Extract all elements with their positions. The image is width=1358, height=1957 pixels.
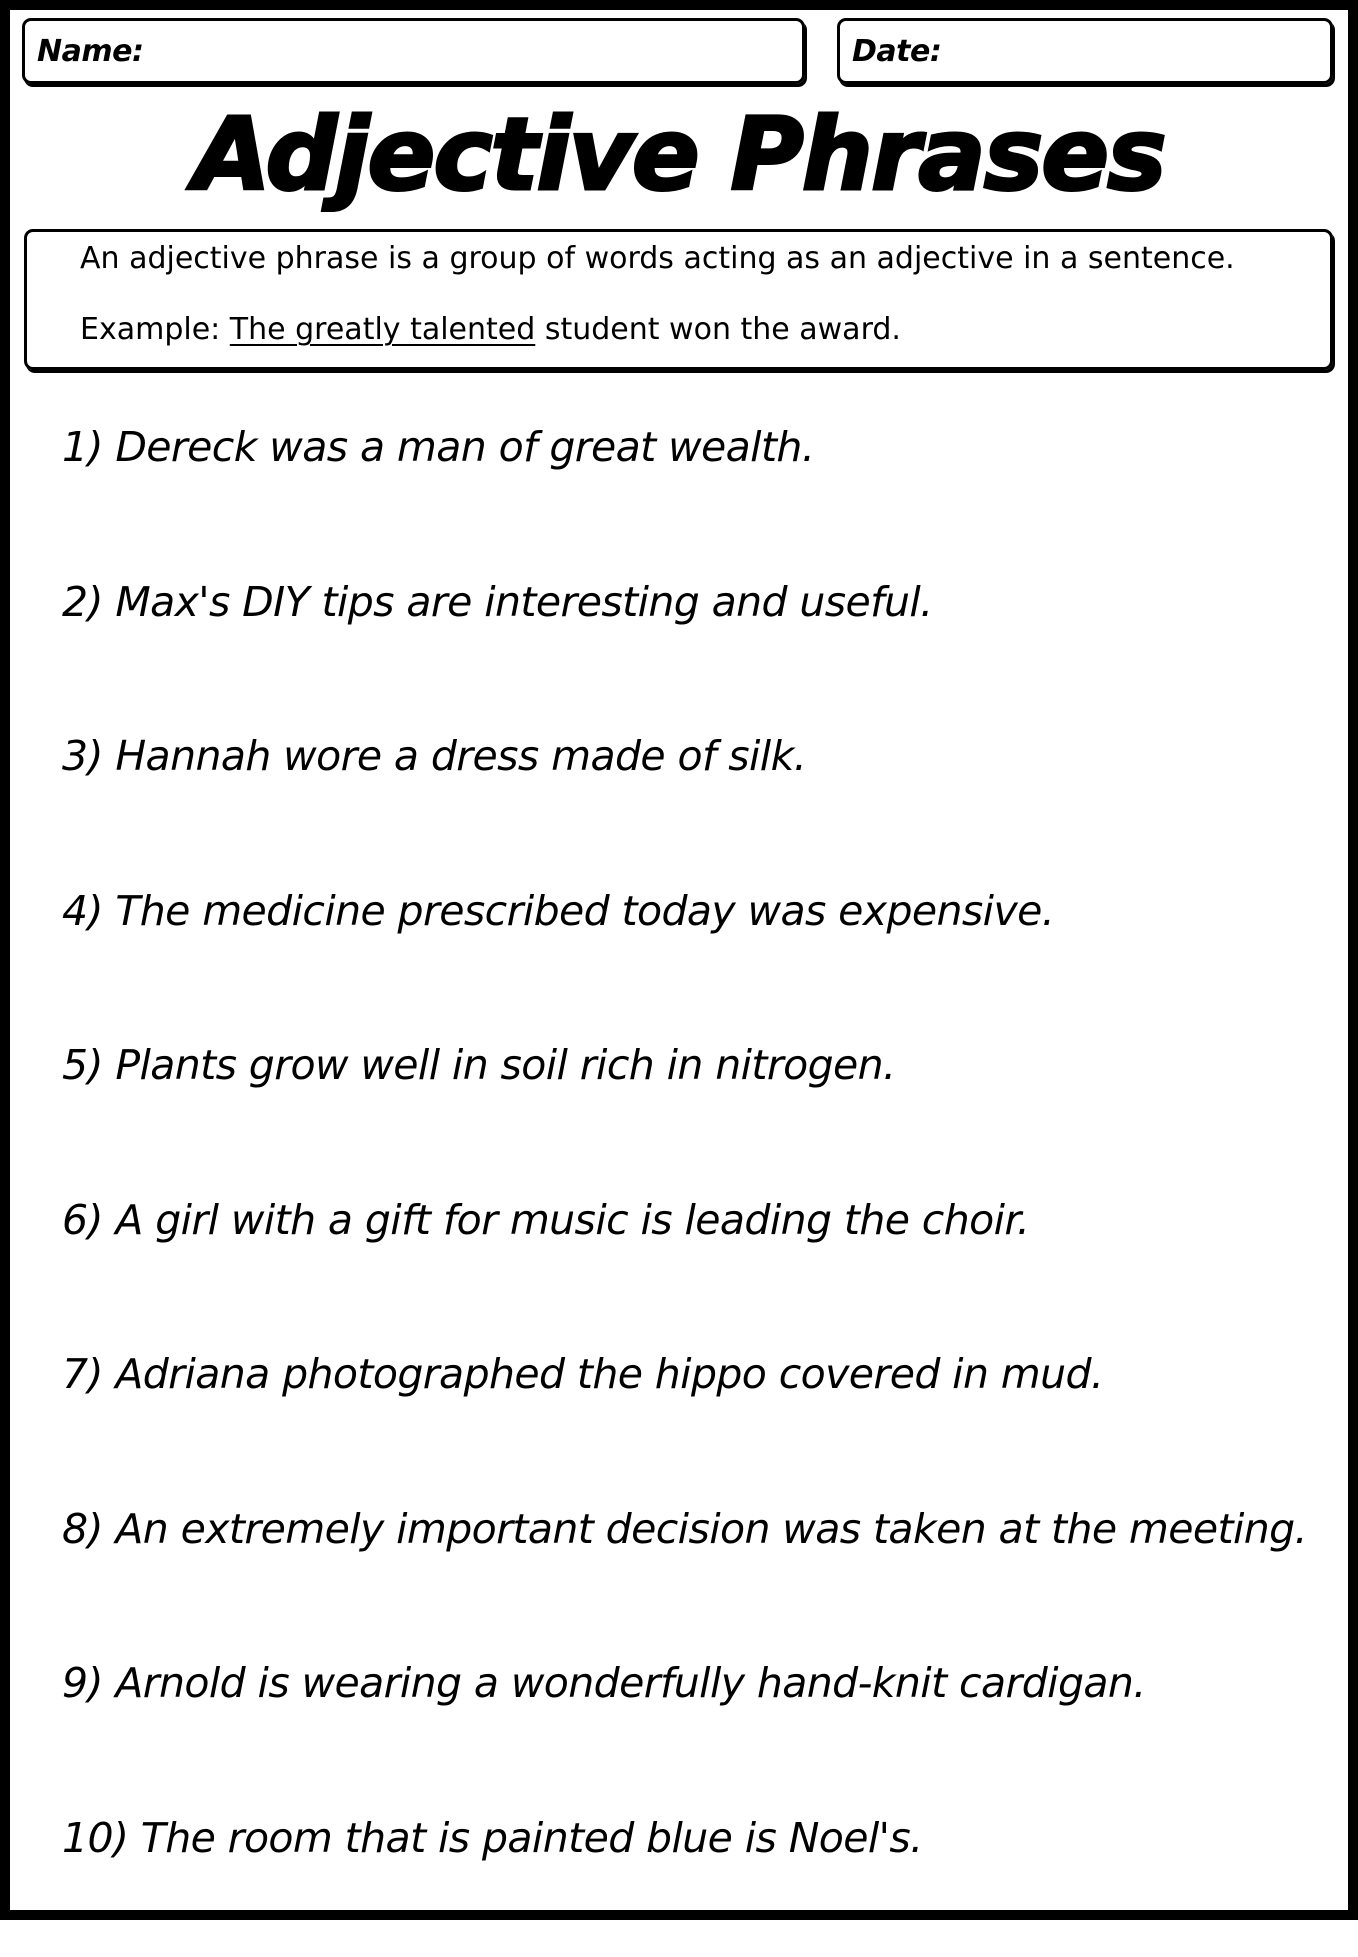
- question-item: 8) An extremely important decision was taken at the meeting.: [62, 1494, 1332, 1649]
- worksheet-title: Adjective Phrases: [0, 96, 1358, 214]
- example-line: [80, 311, 1330, 349]
- definition-box: [24, 229, 1333, 370]
- definition-text: An adjective phrase is a group of words acting as an adjective in a sentence.: [80, 240, 1330, 278]
- question-item: 4) The medicine prescribed today was expensive.: [62, 876, 1332, 1031]
- question-item: 7) Adriana photographed the hippo covered in mud.: [62, 1339, 1332, 1494]
- example-prefix: Example:: [80, 312, 230, 347]
- question-item: 10) The room that is painted blue is Noel's.: [62, 1803, 1332, 1957]
- question-item: 6) A girl with a gift for music is leading the choir.: [62, 1185, 1332, 1340]
- question-item: 2) Max's DIY tips are interesting and useful.: [62, 567, 1332, 722]
- example-phrase: The greatly talented: [230, 312, 536, 347]
- question-item: 9) Arnold is wearing a wonderfully hand-knit cardigan.: [62, 1648, 1332, 1803]
- date-field[interactable]: [837, 18, 1333, 84]
- question-item: 5) Plants grow well in soil rich in nitrogen.: [62, 1030, 1332, 1185]
- question-item: 1) Dereck was a man of great wealth.: [62, 412, 1332, 567]
- name-label: Name:: [37, 34, 143, 69]
- example-rest: student won the award.: [535, 312, 901, 347]
- question-list: [62, 412, 1332, 1957]
- date-label: Date:: [852, 34, 941, 69]
- name-field[interactable]: [22, 18, 805, 84]
- question-item: 3) Hannah wore a dress made of silk.: [62, 721, 1332, 876]
